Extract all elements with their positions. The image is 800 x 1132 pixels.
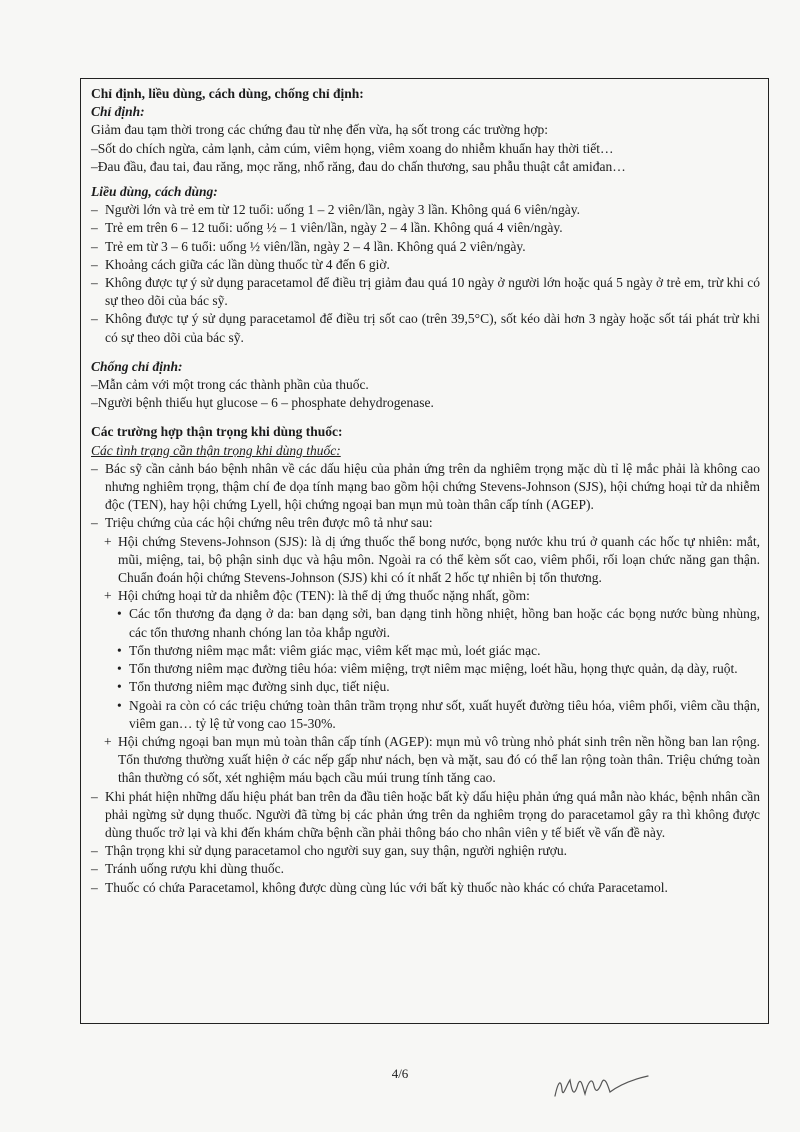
dosage-item: – Trẻ em trên 6 – 12 tuổi: uống ½ – 1 viên/lần, ngày 2 – 4 lần. Không quá 4 viên/ngày. bbox=[91, 220, 563, 236]
precautions-title: Các trường hợp thận trọng khi dùng thuốc: bbox=[91, 424, 343, 440]
dosage-item: – Người lớn và trẻ em từ 12 tuổi: uống 1 – 2 viên/lần, ngày 3 lần. Không quá 6 viên/ngày. bbox=[91, 202, 580, 218]
ten-subitem: • Tổn thương niêm mạc mắt: viêm giác mạc, viêm kết mạc mủ, loét giác mạc. bbox=[117, 642, 541, 658]
indication-item: –Sốt do chích ngừa, cảm lạnh, cảm cúm, viêm họng, viêm xoang do nhiễm khuẩn hay thời tiết… bbox=[91, 140, 614, 156]
precaution-paragraph: – Thận trọng khi sử dụng paracetamol cho người suy gan, suy thận, người nghiện rượu. bbox=[91, 843, 567, 859]
dosage-title: Liều dùng, cách dùng: bbox=[91, 184, 218, 200]
indication-item: –Đau đầu, đau tai, đau răng, mọc răng, nhổ răng, đau do chấn thương, sau phẫu thuật cắt amiđan… bbox=[91, 158, 626, 174]
contraindication-item: –Mẫn cảm với một trong các thành phần của thuốc. bbox=[91, 377, 369, 393]
contraindication-item: –Người bệnh thiếu hụt glucose – 6 – phosphate dehydrogenase. bbox=[91, 395, 434, 411]
ten-subitem: • Ngoài ra còn có các triệu chứng toàn thân trầm trọng như sốt, xuất huyết đường tiêu hóa, viêm phổi, viêm cầu thận, viêm gan… tỷ lệ tử vong cao 15-30%. bbox=[117, 697, 760, 731]
indications-intro: Giảm đau tạm thời trong các chứng đau từ nhẹ đến vừa, hạ sốt trong các trường hợp: bbox=[91, 122, 549, 138]
sjs-item: + Hội chứng Stevens-Johnson (SJS): là dị ứng thuốc thể bong nước, bọng nước khu trú ở quanh các hốc tự nhiên: mắt, mũi, miệng, tai, bộ phận sinh dục và hậu môn. Ngoài ra có thể kèm sốt cao, viêm phổi, rối loạn chức năng gan thận. Chuẩn đoán hội chứng Stevens-Johnson (SJS) khi có ít nhất 2 hốc tự nhiên bị tổn thương. bbox=[104, 533, 760, 586]
ten-item: + Hội chứng hoại tử da nhiễm độc (TEN): là thể dị ứng thuốc nặng nhất, gồm: bbox=[104, 588, 530, 604]
indications-title: Chỉ định: bbox=[91, 104, 145, 120]
agep-item: + Hội chứng ngoại ban mụn mủ toàn thân cấp tính (AGEP): mụn mủ vô trùng nhỏ phát sinh trên nền hồng ban lan rộng. Tổn thương thường xuất hiện ở các nếp gấp như nách, bẹn và mặt, sau đó có thể lan rộng toàn thân. Triệu chứng toàn thân thường có sốt, xét nghiệm máu bạch cầu múi trung tính tăng cao. bbox=[104, 733, 760, 786]
contraindications-title: Chống chỉ định: bbox=[91, 358, 183, 374]
precaution-paragraph: – Khi phát hiện những dấu hiệu phát ban trên da đầu tiên hoặc bất kỳ dấu hiệu phản ứng quá mẫn nào khác, bệnh nhân cần phải ngừng sử dụng thuốc. Người đã từng bị các phản ứng trên da nghiêm trọng do paracetamol gây ra thì không được dùng thuốc trở lại và khi đến khám chữa bệnh cần phải thông báo cho nhân viên y tế biết về vấn đề này. bbox=[91, 788, 760, 840]
section-heading: Chỉ định, liều dùng, cách dùng, chống chỉ định: bbox=[91, 86, 364, 101]
dosage-item: – Không được tự ý sử dụng paracetamol để điều trị sốt cao (trên 39,5°C), sốt kéo dài hơn 3 ngày hoặc sốt tái phát trừ khi có sự theo dõi của bác sỹ. bbox=[91, 311, 760, 345]
precaution-paragraph: – Tránh uống rượu khi dùng thuốc. bbox=[91, 861, 284, 877]
precaution-paragraph: – Bác sỹ cần cảnh báo bệnh nhân về các dấu hiệu của phản ứng trên da nghiêm trọng mặc dù tỉ lệ mắc phải là không cao nhưng nghiêm trọng, thậm chí đe dọa tính mạng bao gồm hội chứng Stevens-Johnson (SJS), hội chứng hoại tử da nhiễm độc (TEN), hay hội chứng Lyell, hội chứng ngoại ban mụn mủ toàn thân cấp tính (AGEP). bbox=[91, 460, 760, 513]
ten-subitem: • Tổn thương niêm mạc đường sinh dục, tiết niệu. bbox=[117, 679, 390, 695]
dosage-item: – Khoảng cách giữa các lần dùng thuốc từ 4 đến 6 giờ. bbox=[91, 256, 390, 272]
content-box bbox=[80, 78, 769, 1024]
ten-subitem: • Tổn thương niêm mạc đường tiêu hóa: viêm miệng, trợt niêm mạc miệng, loét hầu, họng thực quản, dạ dày, ruột. bbox=[117, 661, 738, 677]
ten-subitem: • Các tổn thương đa dạng ở da: ban dạng sởi, ban dạng tinh hồng nhiệt, hồng ban hoặc các bọng nước bùng nhùng, các tổn thương nhanh chóng lan tỏa khắp người. bbox=[117, 606, 760, 640]
page-number: 4/6 bbox=[391, 1066, 409, 1081]
dosage-item: – Trẻ em từ 3 – 6 tuổi: uống ½ viên/lần, ngày 2 – 4 lần. Không quá 2 viên/ngày. bbox=[91, 238, 526, 254]
signature-icon bbox=[552, 1068, 652, 1104]
precaution-paragraph: – Triệu chứng của các hội chứng nêu trên được mô tả như sau: bbox=[91, 515, 433, 531]
dosage-item: – Không được tự ý sử dụng paracetamol để điều trị giảm đau quá 10 ngày ở người lớn hoặc quá 5 ngày ở trẻ em, trừ khi có sự theo dõi của bác sỹ. bbox=[91, 275, 760, 309]
precaution-paragraph: – Thuốc có chứa Paracetamol, không được dùng cùng lúc với bất kỳ thuốc nào khác có chứa Paracetamol. bbox=[91, 879, 668, 895]
precautions-subtitle: Các tình trạng cần thận trọng khi dùng thuốc: bbox=[91, 442, 341, 458]
